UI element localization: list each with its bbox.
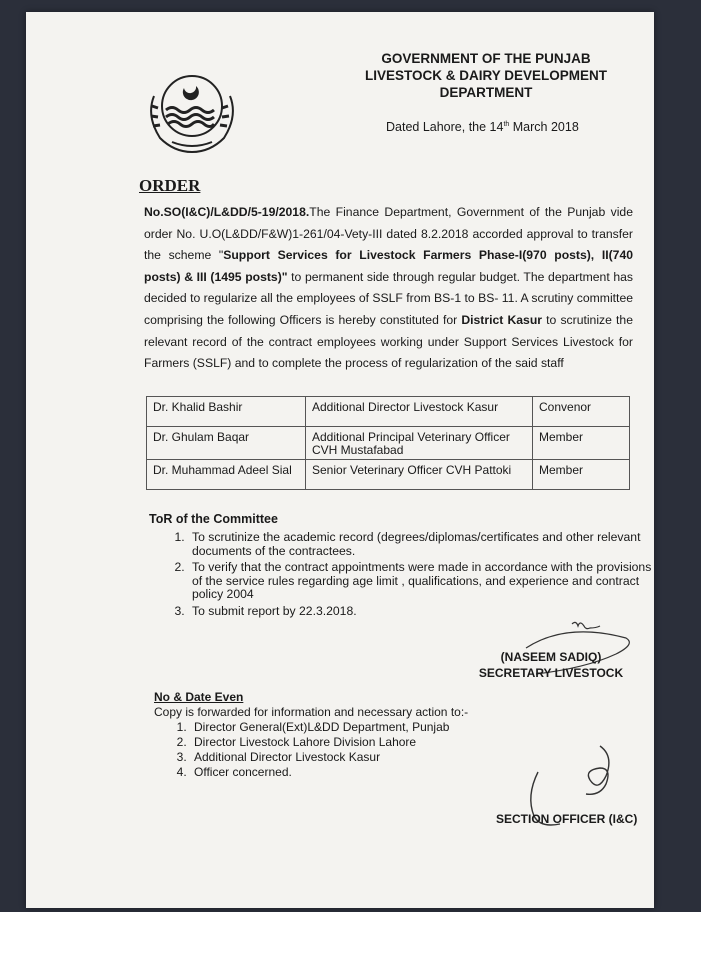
list-item: 2. Director Livestock Lahore Division Lahore — [190, 735, 468, 750]
copy-intro: Copy is forwarded for information and necessary action to:- — [154, 705, 469, 719]
member-name: Dr. Ghulam Baqar — [147, 427, 306, 460]
government-header — [326, 50, 646, 101]
dated-prefix: Dated Lahore, the 14 — [386, 120, 504, 134]
dated-suffix: March 2018 — [509, 120, 579, 134]
secretary-signature-block — [466, 649, 636, 681]
order-body — [144, 202, 633, 375]
header-line-3: DEPARTMENT — [439, 85, 533, 100]
order-text-part-1: The Finance Department, Government of the Punjab vide order No. U.O(L&DD/F&W)1-261/04-Vety-III dated 8.2.2018 accorded approval to transfer the scheme " — [144, 205, 633, 263]
member-designation: Additional Principal Veterinary Officer CVH Mustafabad — [306, 427, 533, 460]
secretary-name: (NASEEM SADIQ) — [500, 650, 602, 664]
bottom-margin — [0, 912, 701, 960]
list-item: 2. To verify that the contract appointments were made in accordance with the provisions of the service rules regarding age limit , qualifications, and experience and contract policy 2004 — [188, 561, 658, 602]
secretary-title: SECRETARY LIVESTOCK — [478, 666, 624, 680]
header-line-2: LIVESTOCK & DAIRY DEVELOPMENT — [364, 68, 608, 83]
section-officer-title: SECTION OFFICER (I&C) — [496, 812, 638, 826]
list-item: 1. Director General(Ext)L&DD Department, Punjab — [190, 720, 468, 735]
tor-title: ToR of the Committee — [149, 512, 278, 526]
document-page — [26, 12, 654, 908]
committee-table — [146, 396, 630, 490]
scheme-name: Support Services for Livestock Farmers Phase-I(970 posts), II(740 posts) & III (1495 posts)" — [144, 248, 633, 284]
list-item: 3. To submit report by 22.3.2018. — [188, 605, 658, 619]
order-text-part-2: to permanent side through regular budget. The department has decided to regularize all the employees of SSLF from BS-1 to BS- 11. A scrutiny committee comprising the following Officers is hereby constituted for — [144, 269, 633, 327]
member-designation: Senior Veterinary Officer CVH Pattoki — [306, 460, 533, 490]
member-name: Dr. Muhammad Adeel Sial — [147, 460, 306, 490]
copy-recipient-list — [154, 720, 468, 780]
punjab-government-emblem-icon — [144, 66, 240, 158]
member-role: Convenor — [533, 397, 630, 427]
table-row — [147, 460, 630, 490]
member-designation: Additional Director Livestock Kasur — [306, 397, 533, 427]
list-item: 1. To scrutinize the academic record (degrees/diplomas/certificates and other relevant documents of the contractees. — [188, 531, 658, 558]
order-title: ORDER — [139, 176, 201, 195]
list-item: 4. Officer concerned. — [190, 765, 468, 780]
member-name: Dr. Khalid Bashir — [147, 397, 306, 427]
copy-forward-block — [154, 690, 468, 780]
dated-superscript: th — [503, 120, 510, 128]
district-name: District Kasur — [461, 312, 543, 327]
member-role: Member — [533, 427, 630, 460]
table-row — [147, 427, 630, 460]
member-role: Member — [533, 460, 630, 490]
header-line-1: GOVERNMENT OF THE PUNJAB — [381, 51, 591, 66]
no-date-even: No & Date Even — [154, 690, 244, 704]
tor-list — [168, 531, 658, 621]
dated-line — [386, 120, 579, 134]
order-text-part-3: to scrutinize the relevant record of the contract employees working under Support Services Livestock for Farmers (SSLF) and to complete the process of regularization of the said staff — [144, 312, 633, 371]
order-reference-number: No.SO(I&C)/L&DD/5-19/2018. — [144, 205, 310, 219]
list-item: 3. Additional Director Livestock Kasur — [190, 750, 468, 765]
table-row — [147, 397, 630, 427]
